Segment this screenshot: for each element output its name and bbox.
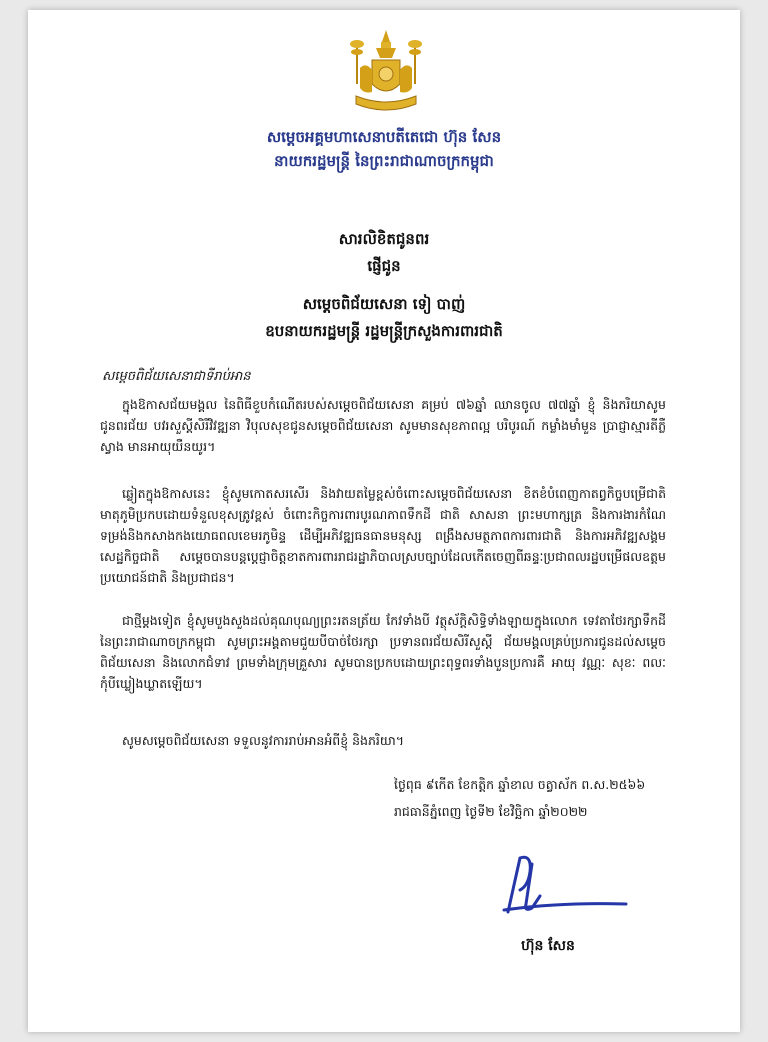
recipient-name: សម្ដេចពិជ័យសេនា ទៀ បាញ់ bbox=[302, 295, 466, 313]
recipient-title: ឧបនាយករដ្ឋមន្ត្រី រដ្ឋមន្ត្រីក្រសួងការពារជាតិ bbox=[265, 322, 503, 340]
sent-to-label: ផ្ញើជូន bbox=[367, 257, 401, 275]
sender-name: សម្ដេចអគ្គមហាសេនាបតីតេជោ ហ៊ុន សែន bbox=[266, 128, 502, 146]
body-paragraph-1: ក្នុងឱកាសជ័យមង្គល នៃពិធីខួបកំណើតរបស់សម្ដេចពិជ័យសេនា គម្រប់ ៧៦ឆ្នាំ ឈានចូល ៧៧ឆ្នាំ ខ្ញុំ និងភរិយាសូមជូនពរជ័យ បវរសួស្ដីសិរីវិវឌ្ឍនា វិបុលសុខជូនសម្ដេចពិជ័យសេនា សូមមានសុខភាពល្អ បរិបូរណ៍ កម្លាំងមាំមួន ប្រាជ្ញាស្មារតីភ្លឺស្វាង មានអាយុយឺនយូរ។ bbox=[100, 397, 666, 454]
body-paragraph-4: សូមសម្ដេចពិជ័យសេនា ទទួលនូវការរាប់អានអំពីខ្ញុំ និងភរិយា។ bbox=[122, 733, 404, 748]
handwritten-signature-icon bbox=[480, 850, 630, 920]
letter-page bbox=[28, 10, 740, 1032]
royal-coat-of-arms-icon bbox=[346, 28, 426, 120]
letter-title: សារលិខិតជូនពរ bbox=[338, 230, 430, 248]
body-paragraph-3: ជាថ្មីម្ដងទៀត ខ្ញុំសូមបួងសួងដល់គុណបុណ្យព្រះរតនត្រ័យ កែវទាំងបី វត្ថុស័ក្ដិសិទ្ធិទាំងឡាយក្នុងលោក ទេវតាថែរក្សាទឹកដីនៃព្រះរាជាណាចក្រកម្ពុជា សូមព្រះអង្គតាមជួយបីបាច់ថែរក្សា ប្រទានពរជ័យសិរីសួស្ដី ជ័យមង្គលគ្រប់ប្រការជូនដល់សម្ដេចពិជ័យសេនា និងលោកជំទាវ ព្រមទាំងក្រុមគ្រួសារ សូមបានប្រកបដោយព្រះពុទ្ធពរទាំងបួនប្រការគឺ អាយុ វណ្ណៈ សុខៈ ពលៈ កុំបីឃ្លៀងឃ្លាតឡើយ។ bbox=[100, 613, 666, 691]
signer-name: ហ៊ុន សែន bbox=[521, 938, 575, 954]
salutation: សម្ដេចពិជ័យសេនាជាទីរាប់អាន bbox=[102, 369, 251, 384]
date-lunar: ថ្ងៃពុធ ៩កើត ខែកត្ដិក ឆ្នាំខាល ចត្វាស័ក ព.ស.២៥៦៦ bbox=[394, 777, 646, 792]
date-solar: រាជធានីភ្នំពេញ ថ្ងៃទី២ ខែវិច្ឆិកា ឆ្នាំ២០២២ bbox=[394, 804, 588, 819]
body-paragraph-2: ឆ្លៀតក្នុងឱកាសនេះ ខ្ញុំសូមកោតសរសើរ និងវាយតម្លៃខ្ពស់ចំពោះសម្ដេចពិជ័យសេនា ខិតខំបំពេញកាតព្វកិច្ចបម្រើជាតិ មាតុភូមិប្រកបដោយទំនួលខុសត្រូវខ្ពស់ ចំពោះកិច្ចការពារបូរណភាពទឹកដី ជាតិ សាសនា ព្រះមហាក្សត្រ និងការងារកំណែទម្រង់និងកសាងកងយោធពលខេមរភូមិន្ទ ដើម្បីអភិវឌ្ឍធនធានមនុស្ស ពង្រឹងសមត្ថភាពការពារជាតិ និងការអភិវឌ្ឍសង្គម សេដ្ឋកិច្ចជាតិ សម្ដេចបានបន្តប្ដេជ្ញាចិត្តខាតការពាររាជរដ្ឋាភិបាលស្របច្បាប់ដែលកើតចេញពីឆន្ទៈប្រជាពលរដ្ឋបម្រើផលឧត្តមប្រយោជន៍ជាតិ និងប្រជាជន។ bbox=[100, 486, 666, 585]
sender-title: នាយករដ្ឋមន្ត្រី នៃព្រះរាជាណាចក្រកម្ពុជា bbox=[274, 152, 494, 170]
